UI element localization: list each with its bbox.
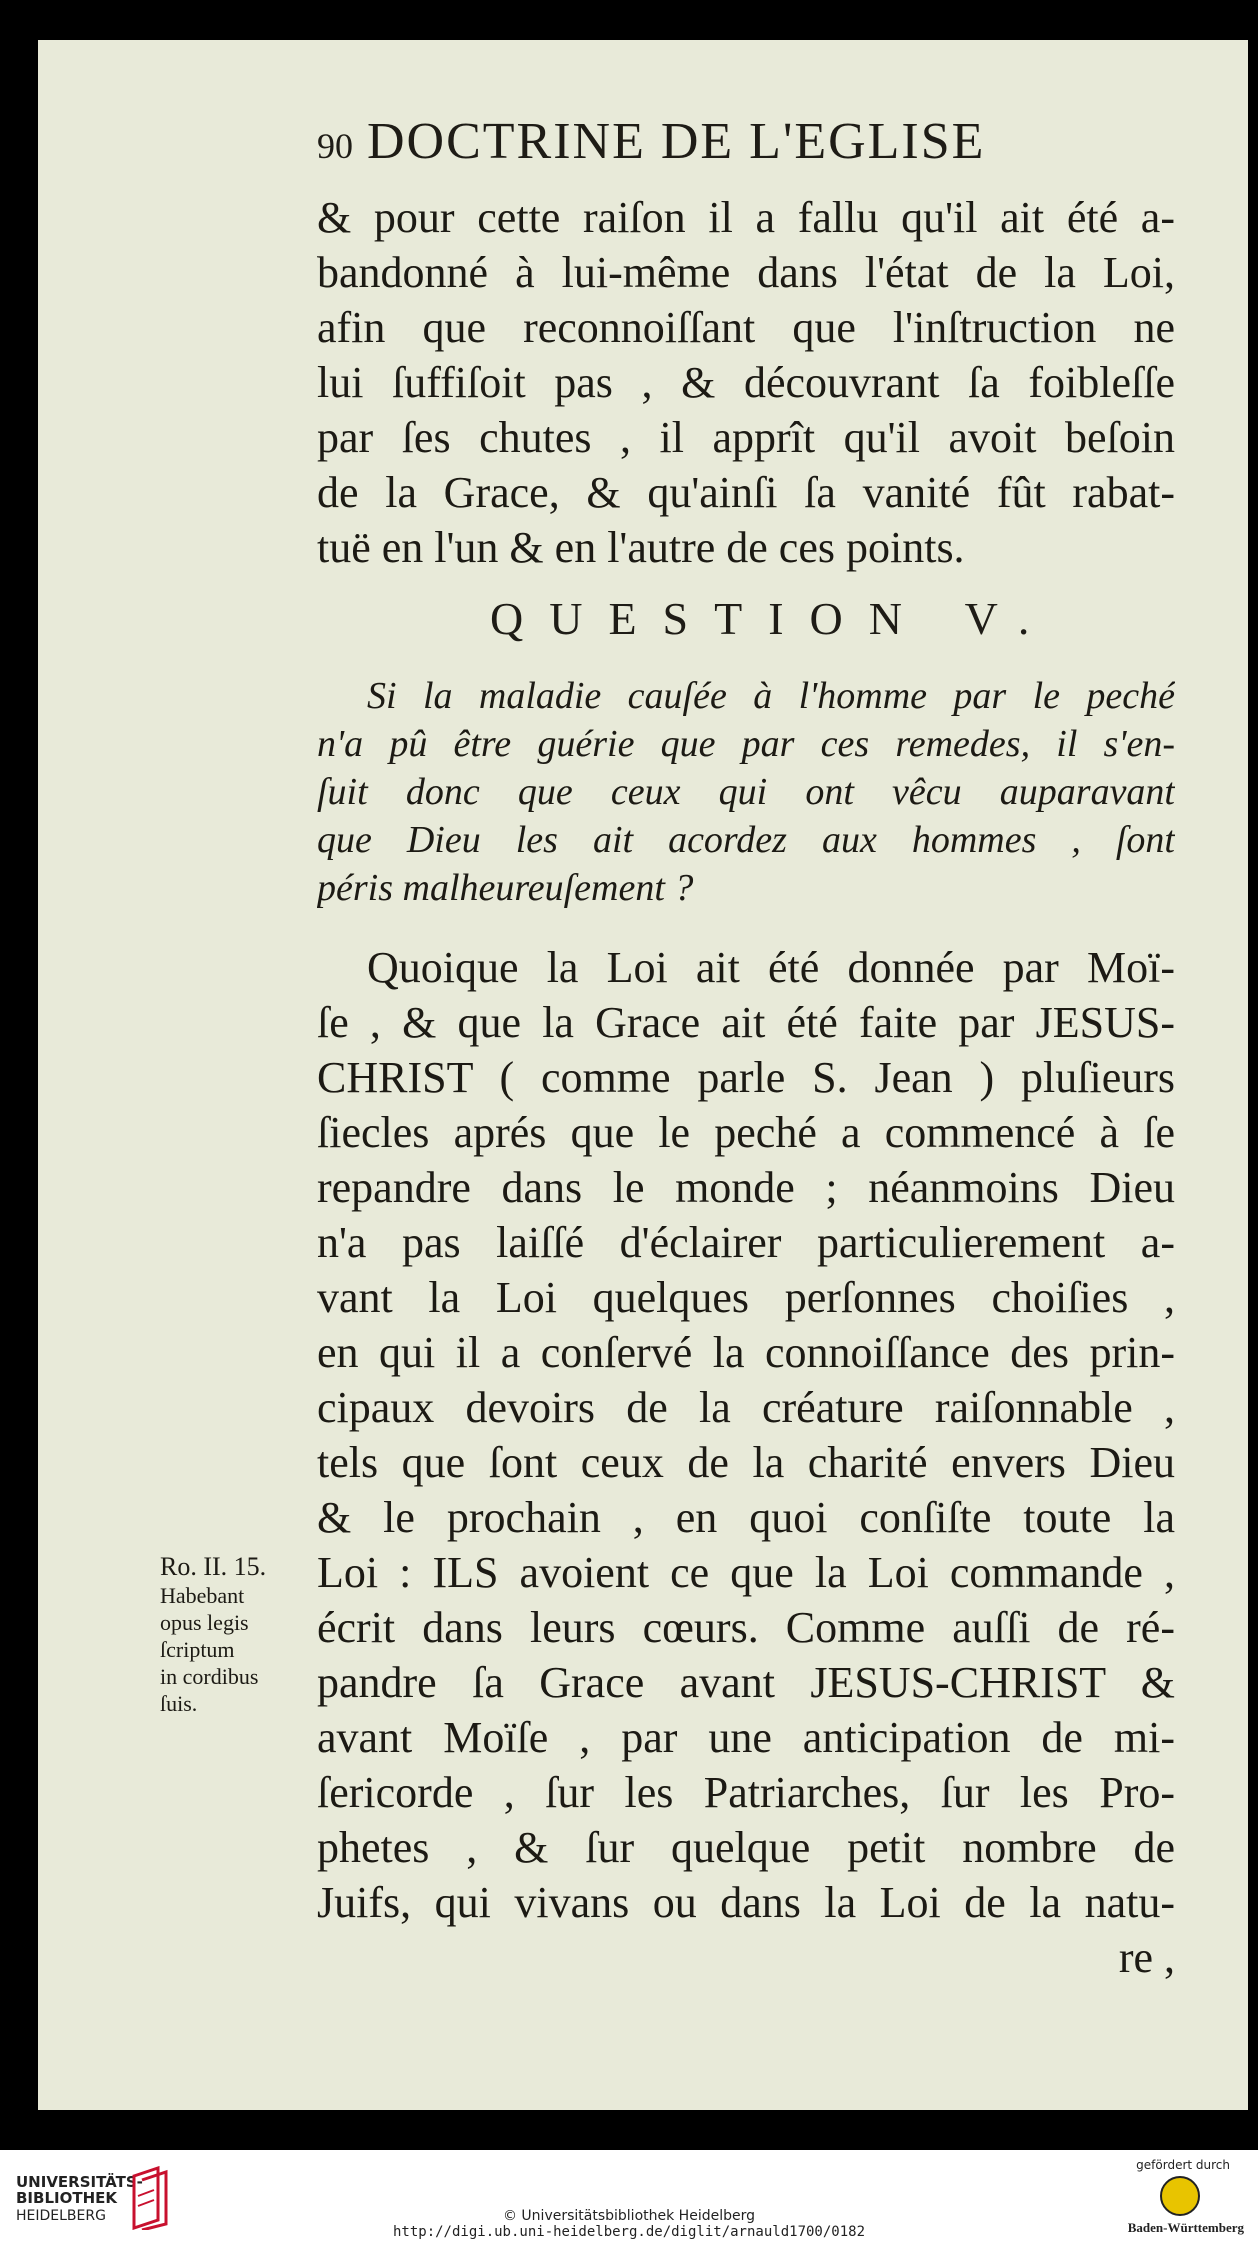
text-line: n'a pû être guérie que par ces remedes, il s'en- bbox=[317, 723, 1175, 765]
permalink[interactable]: http://digi.ub.uni-heidelberg.de/diglit/arnauld1700/0182 bbox=[392, 2224, 865, 2240]
text-line: en qui il a conſervé la connoiſſance des prin- bbox=[317, 1328, 1175, 1377]
text-line: tuë en l'un & en l'autre de ces points. bbox=[317, 523, 965, 572]
copyright-text: © Universitätsbibliothek Heidelberg bbox=[502, 2208, 755, 2224]
text-line: ſericorde , ſur les Patriarches, ſur les Pro- bbox=[317, 1768, 1175, 1817]
footer-bar bbox=[0, 2150, 1258, 2242]
text-line: ſe , & que la Grace ait été faite par JESUS- bbox=[317, 998, 1175, 1047]
text-line: que Dieu les ait acordez aux hommes , ſont bbox=[317, 819, 1175, 861]
margin-line: in cordibus bbox=[160, 1664, 259, 1689]
library-name-line-2: BIBLIOTHEK bbox=[16, 2189, 117, 2207]
running-header bbox=[317, 112, 985, 171]
text-line: phetes , & ſur quelque petit nombre de bbox=[317, 1823, 1175, 1872]
question-text bbox=[317, 672, 1175, 912]
text-line: repandre dans le monde ; néanmoins Dieu bbox=[317, 1163, 1175, 1212]
catchword: re , bbox=[1118, 1933, 1175, 1982]
text-line: cipaux devoirs de la créature raiſonnable , bbox=[317, 1383, 1175, 1432]
text-line: avant Moïſe , par une anticipation de mi- bbox=[317, 1713, 1175, 1762]
text-line: CHRIST ( comme parle S. Jean ) pluſieurs bbox=[317, 1053, 1175, 1102]
text-line: & le prochain , en quoi conſiſte toute la bbox=[317, 1493, 1175, 1542]
text-line: bandonné à lui-même dans l'état de la Loi, bbox=[317, 248, 1175, 297]
text-line: ſiecles aprés que le peché a commencé à ſe bbox=[317, 1108, 1175, 1157]
text-line: tels que ſont ceux de la charité envers Dieu bbox=[317, 1438, 1175, 1487]
text-line: pandre ſa Grace avant JESUS-CHRIST & bbox=[317, 1658, 1175, 1707]
text-line: afin que reconnoiſſant que l'inſtruction ne bbox=[317, 303, 1175, 352]
text-line: par ſes chutes , il apprît qu'il avoit beſoin bbox=[317, 413, 1175, 462]
margin-line: ſcriptum bbox=[160, 1637, 235, 1662]
margin-line: opus legis bbox=[160, 1610, 249, 1635]
margin-line: ſuis. bbox=[160, 1691, 198, 1716]
text-line: vant la Loi quelques perſonnes choiſies , bbox=[317, 1273, 1175, 1322]
text-line: & pour cette raiſon il a fallu qu'il ait été a- bbox=[317, 193, 1175, 242]
margin-line: Habebant bbox=[160, 1583, 245, 1608]
text-line: Loi : ILS avoient ce que la Loi commande , bbox=[317, 1548, 1175, 1597]
text-line: péris malheureuſement ? bbox=[317, 867, 694, 909]
text-line: n'a pas laiſſé d'éclairer particulierement a- bbox=[317, 1218, 1175, 1267]
margin-reference: Ro. II. 15. bbox=[160, 1552, 267, 1581]
library-city: HEIDELBERG bbox=[16, 2208, 106, 2224]
text-line: écrit dans leurs cœurs. Comme auſſi de ré- bbox=[317, 1603, 1175, 1652]
coat-of-arms-icon bbox=[1160, 2176, 1200, 2216]
text-line: Juifs, qui vivans ou dans la Loi de la natu- bbox=[317, 1878, 1175, 1927]
answer-text bbox=[317, 940, 1175, 1985]
text-line: ſuit donc que ceux qui ont vêcu auparavant bbox=[317, 771, 1175, 813]
library-name-line-1: UNIVERSITÄTS- bbox=[16, 2173, 143, 2191]
page-number: 90 bbox=[317, 126, 353, 166]
margin-note bbox=[160, 1552, 310, 1717]
text-line: de la Grace, & qu'ainſi ſa vanité fût rabat- bbox=[317, 468, 1175, 517]
text-line: Si la maladie cauſée à l'homme par le peché bbox=[367, 675, 1175, 717]
funded-by-label: gefördert durch bbox=[1136, 2158, 1230, 2172]
library-name bbox=[16, 2174, 143, 2206]
funder-name: Baden-Württemberg bbox=[1127, 2220, 1244, 2235]
header-title: DOCTRINE DE L'EGLISE bbox=[367, 113, 986, 170]
text-line: Quoique la Loi ait été donnée par Moï- bbox=[367, 943, 1175, 992]
paragraph-1 bbox=[317, 190, 1175, 575]
text-line: lui ſuffiſoit pas , & découvrant ſa foibleſſe bbox=[317, 358, 1175, 407]
question-heading: QUESTION V. bbox=[490, 593, 1056, 644]
